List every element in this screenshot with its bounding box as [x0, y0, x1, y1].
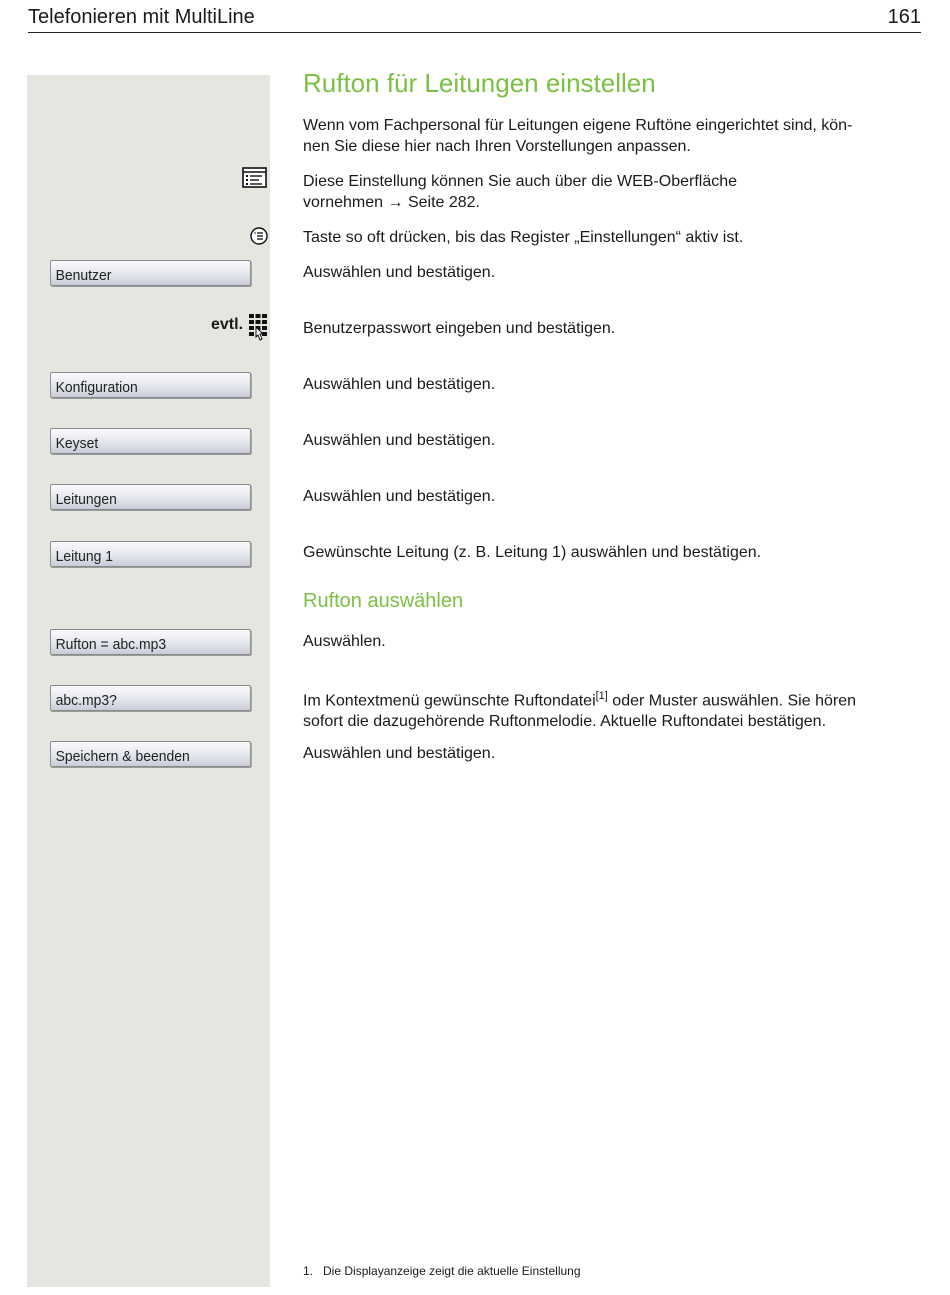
abc-mp3-button[interactable]: abc.mp3?: [50, 685, 251, 711]
page-number: 161: [887, 6, 921, 28]
speichern-instruction: Auswählen und bestätigen.: [303, 745, 496, 762]
speichern-beenden-button[interactable]: Speichern & beenden: [50, 741, 251, 767]
leitungen-button[interactable]: Leitungen: [50, 484, 251, 510]
konfiguration-instruction: Auswählen und bestätigen.: [303, 376, 496, 393]
header-title: Telefonieren mit MultiLine: [28, 6, 255, 28]
keyset-button[interactable]: Keyset: [50, 428, 251, 454]
section-title: Rufton für Leitungen einstellen: [303, 68, 656, 98]
intro-paragraph: [303, 115, 923, 157]
footnote-number: 1.: [303, 1264, 314, 1278]
footnote: [303, 1264, 581, 1278]
footnote-ref[interactable]: [1]: [595, 690, 608, 702]
leitung-1-instruction: Gewünschte Leitung (z. B. Leitung 1) auswählen und bestätigen.: [303, 544, 762, 561]
leitung-1-button[interactable]: Leitung 1: [50, 541, 251, 567]
passwort-instruction: Benutzerpasswort eingeben und bestätigen.: [303, 320, 616, 337]
menu-key-icon: [250, 227, 268, 245]
kontext-line-1a: Im Kontextmenü gewünschte Ruftondatei: [303, 692, 596, 710]
benutzer-instruction: Auswählen und bestätigen.: [303, 264, 496, 281]
kontext-line-2: sofort die dazugehörende Ruftonmelodie. Aktuelle Ruftondatei bestätigen.: [303, 713, 827, 731]
intro-line-2: nen Sie diese hier nach Ihren Vorstellungen anpassen.: [303, 138, 691, 155]
kontext-line-1b: oder Muster auswählen. Sie hören: [607, 692, 856, 710]
subheading: Rufton auswählen: [303, 590, 464, 612]
rufton-button[interactable]: Rufton = abc.mp3: [50, 629, 251, 655]
footnote-text: Die Displayanzeige zeigt die aktuelle Einstellung: [323, 1264, 581, 1278]
benutzer-button[interactable]: Benutzer: [50, 260, 251, 286]
web-interface-icon: [242, 167, 267, 188]
evtl-label: evtl.: [211, 316, 244, 333]
web-line-1: Diese Einstellung können Sie auch über die WEB-Oberfläche: [303, 173, 738, 190]
sidebar: [27, 75, 270, 1287]
web-line-2: vornehmen → Seite 282.: [303, 194, 480, 211]
keypad-icon: [248, 313, 268, 341]
keyset-instruction: Auswählen und bestätigen.: [303, 432, 496, 449]
leitungen-instruction: Auswählen und bestätigen.: [303, 488, 496, 505]
konfiguration-button[interactable]: Konfiguration: [50, 372, 251, 398]
rufton-instruction: Auswählen.: [303, 633, 386, 650]
taste-paragraph: Taste so oft drücken, bis das Register „Einstellungen“ aktiv ist.: [303, 229, 744, 246]
intro-line-1: Wenn vom Fachpersonal für Leitungen eigene Ruftöne eingerichtet sind, kön-: [303, 117, 853, 134]
web-paragraph: [303, 171, 923, 213]
kontext-paragraph: [303, 686, 923, 732]
page-header: [28, 4, 921, 33]
